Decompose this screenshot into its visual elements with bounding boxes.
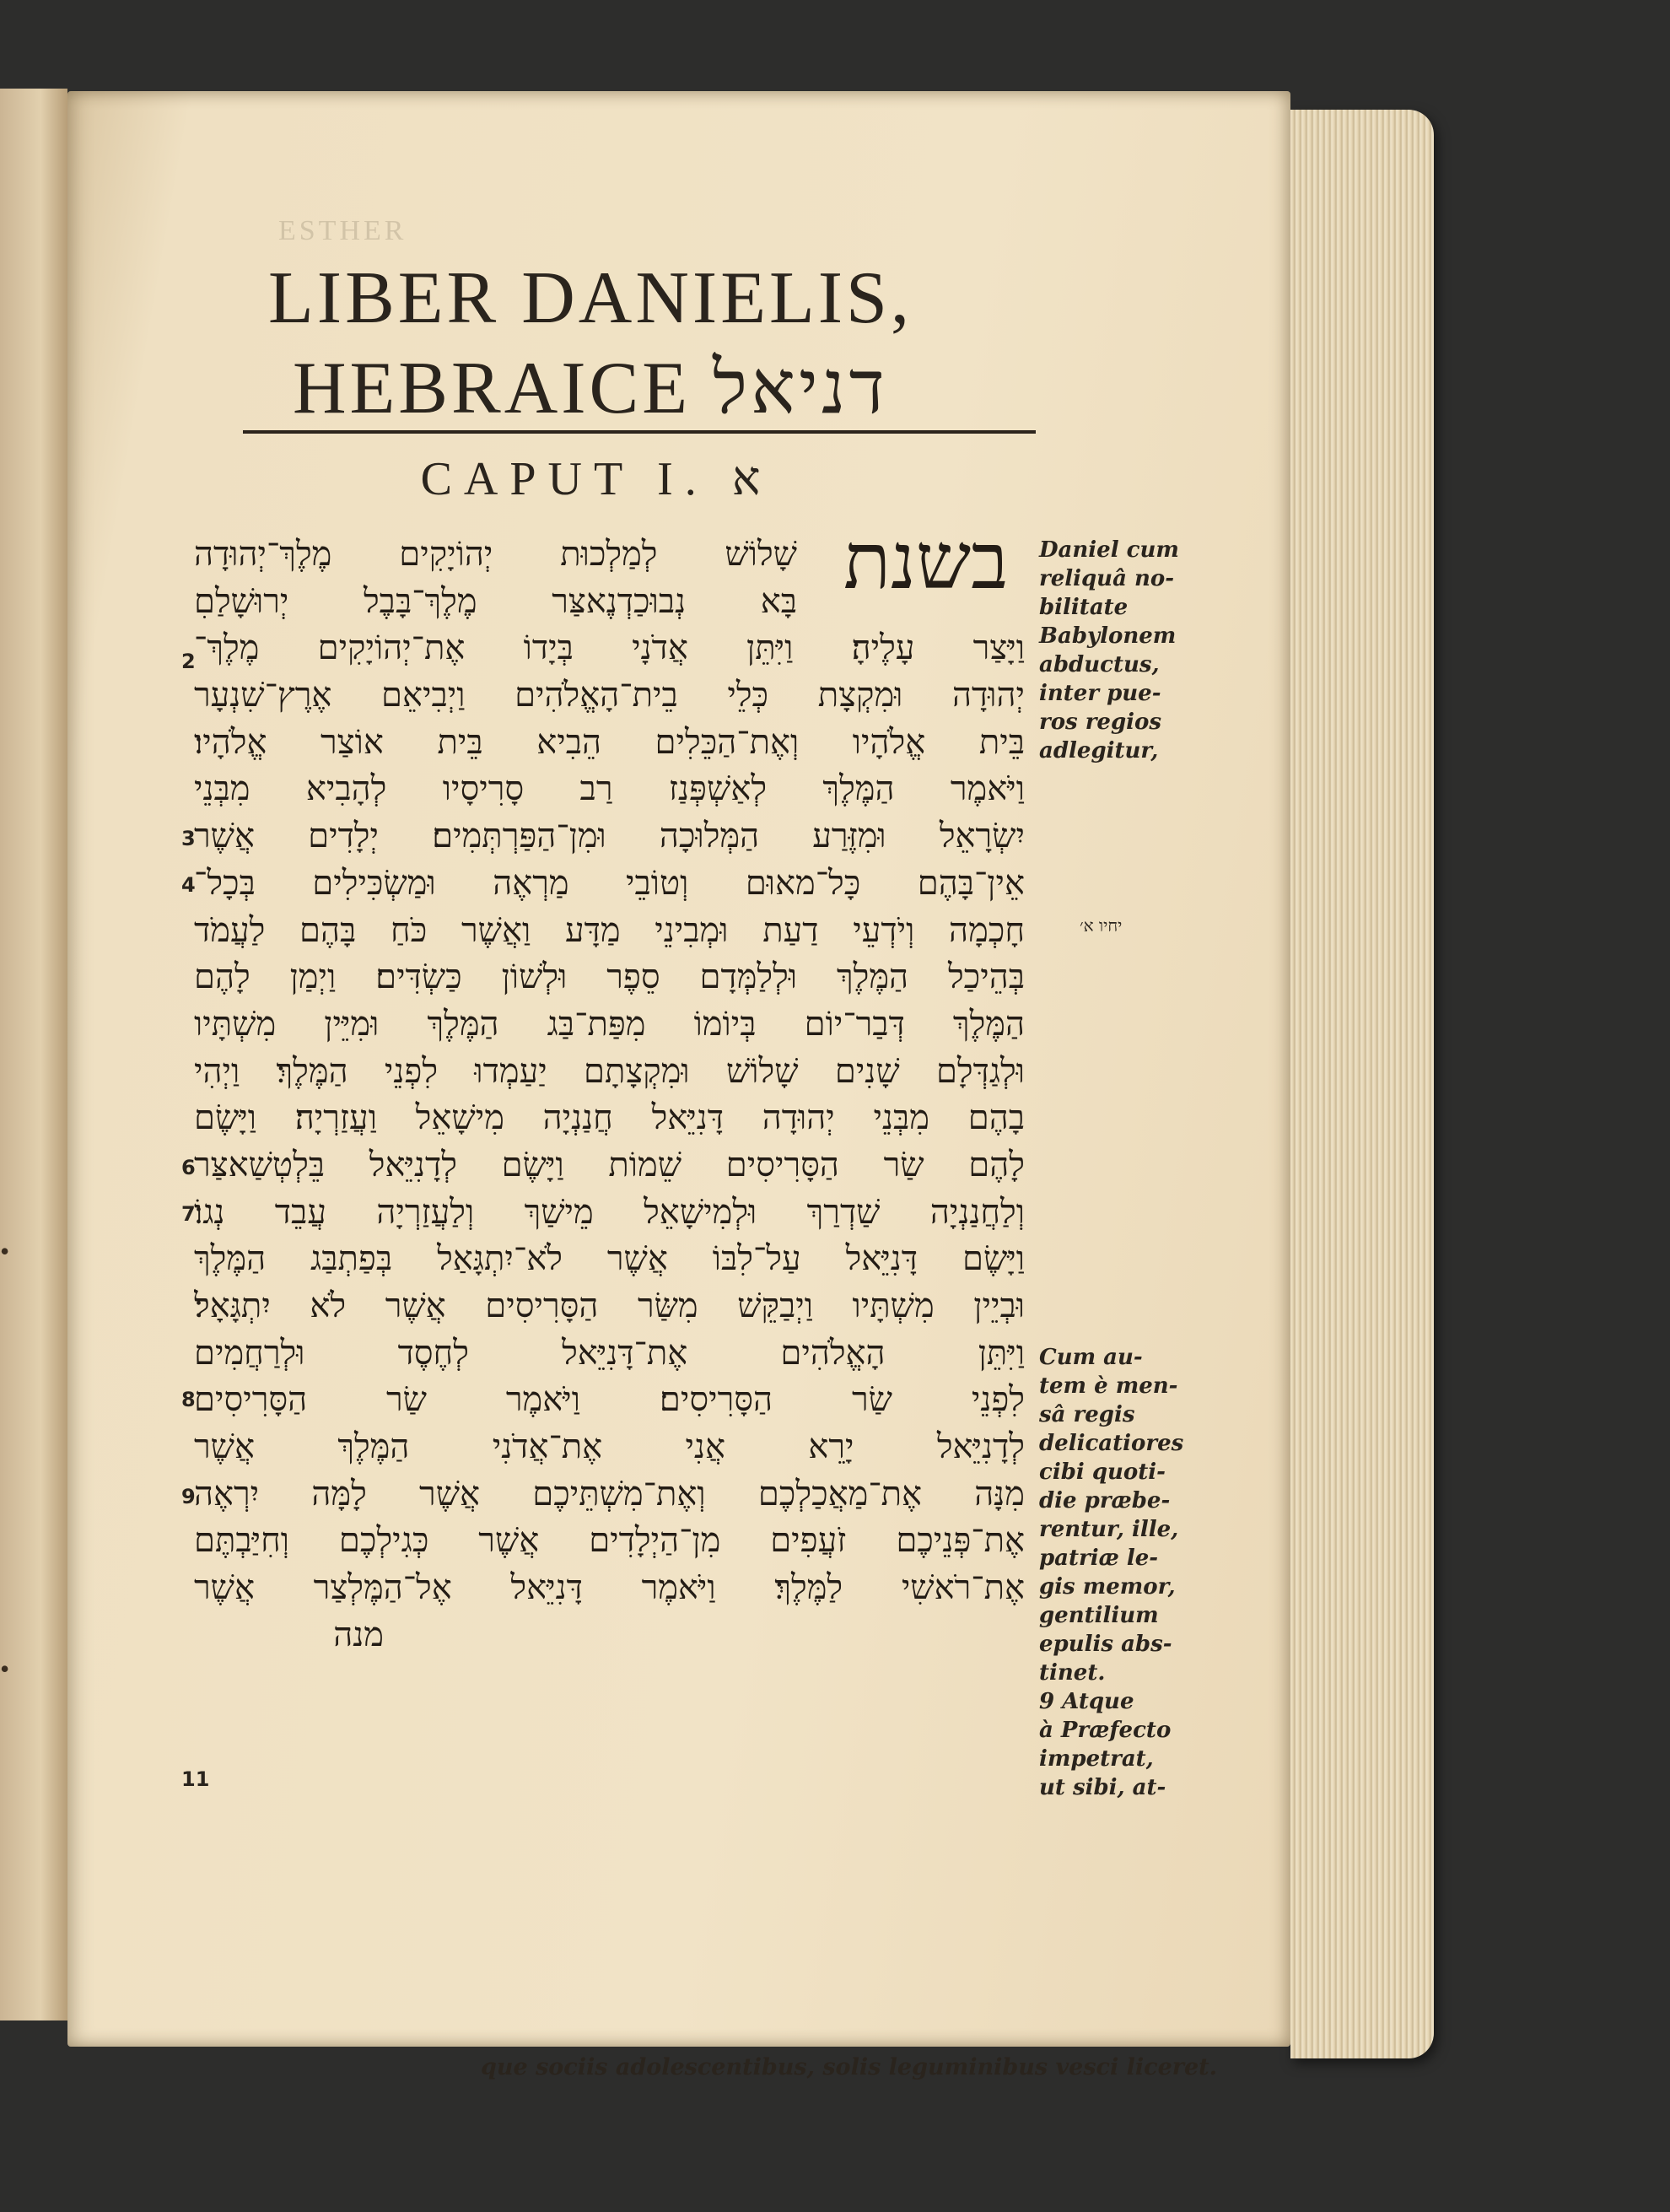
margin-note-line: tem è men- [1039, 1373, 1178, 1399]
text-line: בָהֶם מִבְּנֵי יְהוּדָה דָּנִיֵּאל חֲנַנְיָה מִישָׁאֵל וַעֲזַרְיָה׃ וַיָּשֶׂם [194, 1098, 1025, 1138]
margin-note-line: cibi quoti- [1039, 1459, 1166, 1485]
verse-number: 3 [181, 827, 196, 850]
text-line: שָׁלוֹשׁ לְמַלְכוּת יְהוֹיָקִים מֶלֶךְ־יְהוּדָה [194, 535, 797, 574]
text-line: וַיָּשֶׂם דָּנִיֵּאל עַל־לִבּוֹ אֲשֶׁר לֹא־יִתְגָּאַל בְּפַתְבַּג הַמֶּלֶךְ [194, 1239, 1025, 1279]
text-line: בֵּית אֱלֹהָיו וְאֶת־הַכֵּלִים הֵבִיא בֵּית אוֹצַר אֱלֹהָיו׃ [194, 722, 1025, 762]
facing-page-mark: • [0, 1654, 10, 1684]
text-line: הַמֶּלֶךְ דְּבַר־יוֹם בְּיוֹמוֹ מִפַּת־בַּג הַמֶּלֶךְ וּמִיֵּין מִשְׁתָּיו [194, 1004, 1025, 1044]
margin-note-line: Cum au- [1039, 1345, 1143, 1370]
chapter-heading [152, 451, 1029, 506]
text-line: וּבְיֵין מִשְׁתָּיו וַיְבַקֵּשׁ מִשַּׂר הַסָּרִיסִים אֲשֶׁר לֹא יִתְגָּאָל׃ [194, 1287, 1025, 1325]
margin-note-line: impetrat, [1039, 1746, 1154, 1772]
margin-note-line: Babylonem [1039, 623, 1177, 649]
margin-note-line: patriæ le- [1039, 1546, 1159, 1571]
title-rule [243, 430, 1036, 434]
text-line: אֶת־רֹאשִׁי לַמֶּלֶךְ׃ וַיֹּאמֶר דָּנִיֵּאל אֶל־הַמֶּלְצַר אֲשֶׁר [194, 1568, 1025, 1608]
chapter-hebrew-numeral: א [731, 451, 761, 506]
margin-note-line: 9 Atque [1039, 1689, 1134, 1714]
page-title: LIBER DANIELIS, [268, 257, 913, 339]
verse-number: 2 [181, 650, 196, 673]
text-line: אֶת־פְּנֵיכֶם זֹעֲפִים מִן־הַיְלָדִים אֲשֶׁר כְּגִילְכֶם וְחִיַּבְתֶּם [194, 1521, 1025, 1561]
margin-note-line: sâ regis [1039, 1402, 1135, 1427]
facing-page-edge [0, 89, 67, 2020]
text-line: וַיֹּאמֶר הַמֶּלֶךְ לְאַשְׁפְּנַז רַב סָרִיסָיו לְהָבִיא מִבְּנֵי [194, 769, 1025, 809]
bottom-note: que sociis adolescentibus, solis leguminibus vesci liceret. [481, 2054, 1218, 2080]
margin-note-line: Daniel cum [1039, 537, 1179, 563]
verse-number: 7 [181, 1202, 196, 1226]
text-line: לְדָנִיֵּאל יָרֵא אֲנִי אֶת־אֲדֹנִי הַמֶּלֶךְ אֲשֶׁר [194, 1427, 1025, 1467]
text-line: בְּהֵיכַל הַמֶּלֶךְ וּלְלַמְּדָם סֵפֶר וּלְשׁוֹן כַּשְׂדִּים׃ וַיְמַן לָהֶם [194, 958, 1025, 997]
verse-number: 4 [181, 873, 196, 897]
margin-note-line: à Præfecto [1039, 1718, 1172, 1743]
chapter-label: CAPUT I. [420, 453, 708, 505]
facing-page-mark: • [0, 1236, 10, 1266]
verse-number: 6 [181, 1156, 196, 1179]
text-line: וַיִּתֵּן הָאֱלֹהִים אֶת־דָּנִיֵּאל לְחֶסֶד וּלְרַחֲמִים [194, 1333, 1025, 1373]
show-through-text: ESTHER [278, 215, 407, 246]
text-line: וּלְגַדְּלָם שָׁנִים שָׁלוֹשׁ וּמִקְצָתָם יַעַמְדוּ לִפְנֵי הַמֶּלֶךְ׃ וַיְהִי [194, 1051, 1025, 1091]
text-line: לִפְנֵי שַׂר הַסָּרִיסִים׃ וַיֹּאמֶר שַׂר הַסָּרִיסִים [194, 1380, 1025, 1420]
margin-note-line: reliquâ no- [1039, 566, 1175, 591]
title-hebrew: דניאל [713, 343, 888, 430]
margin-note-line: gis memor, [1039, 1574, 1176, 1600]
catchword: מנה [333, 1615, 384, 1654]
marginal-annotation: יחיו א׳ [1080, 915, 1123, 936]
margin-note-line: abductus, [1039, 652, 1160, 677]
margin-note-line: die præbe- [1039, 1488, 1171, 1513]
hebrew-text-block [194, 531, 1025, 1659]
margin-note [1039, 1343, 1183, 1802]
text-line: יִשְׂרָאֵל וּמִזֶּרַע הַמְּלוּכָה וּמִן־הַפַּרְתְּמִים׃ יְלָדִים אֲשֶׁר [194, 817, 1025, 856]
book-fore-edge [1290, 110, 1434, 2058]
text-line: יְהוּדָה וּמִקְצָת כְּלֵי בֵית־הָאֱלֹהִים וַיְבִיאֵם אֶרֶץ־שִׁנְעָר [194, 676, 1025, 715]
margin-note [1039, 536, 1179, 765]
verse-number: 11 [181, 1767, 210, 1791]
margin-note-line: rentur, ille, [1039, 1517, 1179, 1542]
text-line: לָהֶם שַׂר הַסָּרִיסִים שֵׁמוֹת וַיָּשֶׂם לְדָנִיֵּאל בֵּלְטְשַׁאצַּר [194, 1145, 1025, 1184]
margin-note-line: tinet. [1039, 1660, 1106, 1686]
text-line: בָּא נְבוּכַדְנֶאצַּר מֶלֶךְ־בָּבֶל יְרוּשָׁלַםִ [194, 581, 797, 621]
text-line: מִנָּה אֶת־מַאֲכַלְכֶם וְאֶת־מִשְׁתֵּיכֶם אֲשֶׁר לָמָּה יִרְאֶה [194, 1474, 1025, 1513]
title-latin: HEBRAICE [293, 348, 691, 429]
text-line: וְלַחֲנַנְיָה שַׁדְרַךְ וּלְמִישָׁאֵל מֵישַׁךְ וְלַעֲזַרְיָה עֲבֵד נְגוֹ׃ [194, 1192, 1025, 1232]
text-line: וַיָּצַר עָלֶיהָ׃ וַיִּתֵּן אֲדֹנָי בְּיָדוֹ אֶת־יְהוֹיָקִים מֶלֶךְ־ [194, 629, 1025, 668]
page-title-line2 [152, 342, 1029, 434]
margin-note-line: inter pue- [1039, 681, 1161, 706]
margin-note-line: delicatiores [1039, 1431, 1184, 1456]
margin-note-line: ut sibi, at- [1039, 1775, 1166, 1800]
text-line: חָכְמָה וְיֹדְעֵי דַעַת וּמְבִינֵי מַדָּע וַאֲשֶׁר כֹּחַ בָּהֶם לַעֲמֹד [194, 910, 1025, 950]
margin-note-line: bilitate [1039, 595, 1129, 620]
margin-note-line: adlegitur, [1039, 738, 1159, 763]
verse-number: 9 [181, 1485, 196, 1508]
text-line: אֵין־בָּהֶם כָּל־מאוּם וְטוֹבֵי מַרְאֶה וּמַשְׂכִּילִים בְּכָל־ [194, 863, 1025, 903]
margin-note-line: ros regios [1039, 709, 1162, 735]
margin-note-line: epulis abs- [1039, 1632, 1172, 1657]
verse-number: 8 [181, 1388, 196, 1411]
opening-word: בשנת [843, 516, 1009, 607]
margin-note-line: gentilium [1039, 1603, 1159, 1628]
